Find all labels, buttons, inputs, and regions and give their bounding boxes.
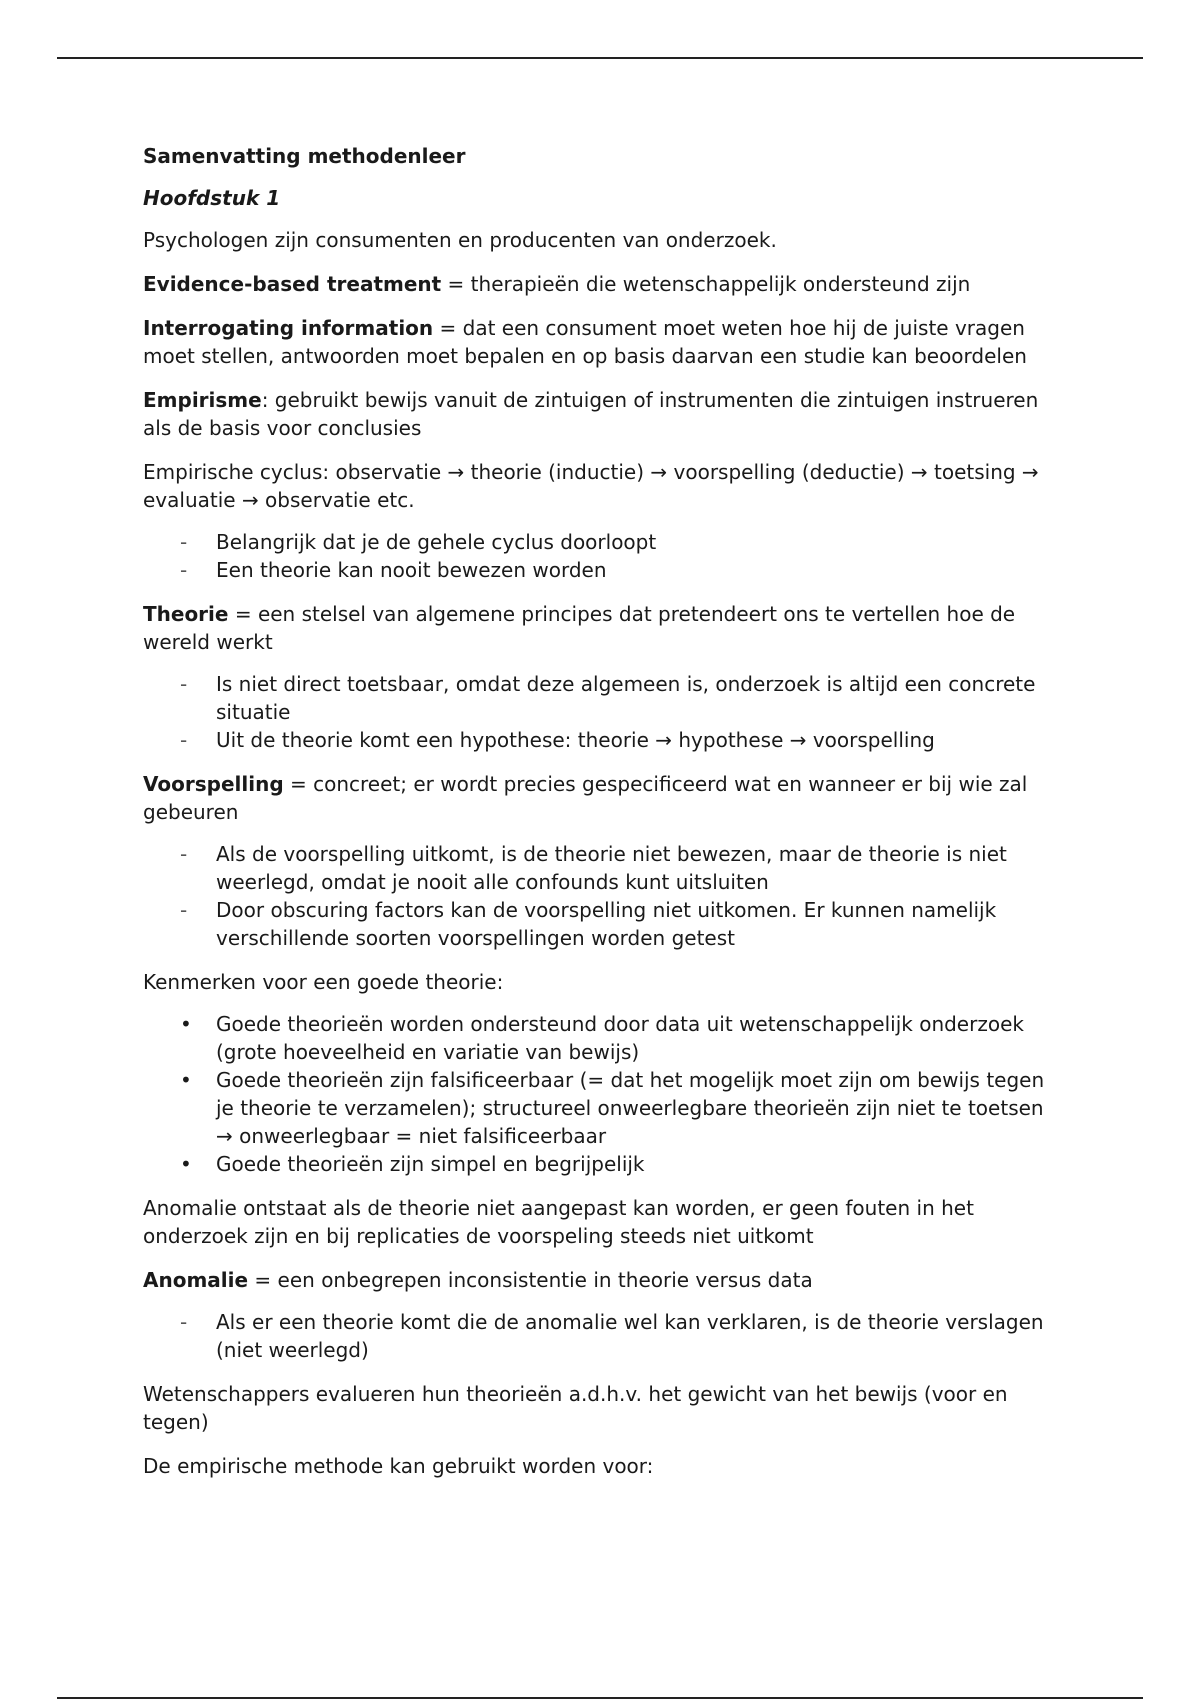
dash-marker: - — [180, 1310, 188, 1334]
paragraph-consumers: Psychologen zijn consumenten en producenten van onderzoek. — [143, 228, 777, 252]
list-item: - Als de voorspelling uitkomt, is de theorie niet bewezen, maar de theorie is niet weerlegd, omdat je nooit alle confounds kunt uitsluiten — [180, 842, 1007, 894]
chapter-heading: Hoofdstuk 1 — [143, 186, 281, 210]
dash-marker: - — [180, 842, 188, 866]
paragraph-empirical-method: De empirische methode kan gebruikt worden voor: — [143, 1454, 654, 1478]
definition-anomalie — [143, 1266, 1048, 1294]
footer-rule — [57, 1697, 1143, 1699]
theory-list — [143, 670, 1048, 754]
header-rule — [57, 57, 1143, 59]
list-item: - Belangrijk dat je de gehele cyclus doorloopt — [180, 530, 657, 554]
good-theory-list — [143, 1010, 1048, 1178]
definition-evidence-based-treatment — [143, 270, 1048, 298]
paragraph-good-theory: Kenmerken voor een goede theorie: — [143, 970, 504, 994]
definition-text: : gebruikt bewijs vanuit de zintuigen of instrumenten die zintuigen instrueren als de basis voor conclusies — [143, 388, 1039, 440]
term: Anomalie — [143, 1268, 249, 1292]
dash-marker: - — [180, 898, 188, 922]
list-item: - Een theorie kan nooit bewezen worden — [180, 558, 607, 582]
list-item: - Uit de theorie komt een hypothese: theorie → hypothese → voorspelling — [180, 728, 935, 752]
list-item: - Is niet direct toetsbaar, omdat deze algemeen is, onderzoek is altijd een concrete situatie — [180, 672, 1036, 724]
definition-empirisme — [143, 386, 1048, 442]
paragraph-anomaly-intro: Anomalie ontstaat als de theorie niet aangepast kan worden, er geen fouten in het onderzoek zijn en bij replicaties de voorspeling steeds niet uitkomt — [143, 1196, 974, 1248]
bullet-marker: • — [180, 1152, 192, 1176]
list-item: - Als er een theorie komt die de anomalie wel kan verklaren, is de theorie verslagen (niet weerlegd) — [180, 1310, 1044, 1362]
anomaly-list — [143, 1308, 1048, 1364]
definition-voorspelling — [143, 770, 1048, 826]
term: Empirisme — [143, 388, 262, 412]
definition-text: = dat een consument moet weten hoe hij de juiste vragen moet stellen, antwoorden moet bepalen en op basis daarvan een studie kan beoordelen — [143, 316, 1027, 368]
document-title: Samenvatting methodenleer — [143, 144, 466, 168]
document-body — [143, 142, 1048, 1496]
definition-interrogating-information — [143, 314, 1048, 370]
term: Interrogating information — [143, 316, 434, 340]
list-item: • Goede theorieën zijn simpel en begrijpelijk — [180, 1152, 645, 1176]
paragraph-empirical-cycle: Empirische cyclus: observatie → theorie (inductie) → voorspelling (deductie) → toetsing → evaluatie → observatie etc. — [143, 460, 1039, 512]
term: Voorspelling — [143, 772, 284, 796]
dash-marker: - — [180, 728, 188, 752]
paragraph-evaluate: Wetenschappers evalueren hun theorieën a.d.h.v. het gewicht van het bewijs (voor en tegen) — [143, 1382, 1008, 1434]
definition-text: = een onbegrepen inconsistentie in theorie versus data — [248, 1268, 813, 1292]
term: Evidence-based treatment — [143, 272, 442, 296]
definition-theorie — [143, 600, 1048, 656]
bullet-marker: • — [180, 1068, 192, 1092]
bullet-marker: • — [180, 1012, 192, 1036]
definition-text: = een stelsel van algemene principes dat pretendeert ons te vertellen hoe de wereld werkt — [143, 602, 1016, 654]
list-item: - Door obscuring factors kan de voorspelling niet uitkomen. Er kunnen namelijk verschillende soorten voorspellingen worden getest — [180, 898, 997, 950]
definition-text: = therapieën die wetenschappelijk ondersteund zijn — [441, 272, 971, 296]
definition-text: = concreet; er wordt precies gespecificeerd wat en wanneer er bij wie zal gebeuren — [143, 772, 1028, 824]
dash-marker: - — [180, 530, 188, 554]
dash-marker: - — [180, 672, 188, 696]
cycle-list — [143, 528, 1048, 584]
dash-marker: - — [180, 558, 188, 582]
prediction-list — [143, 840, 1048, 952]
list-item: • Goede theorieën zijn falsificeerbaar (= dat het mogelijk moet zijn om bewijs tegen je theorie te verzamelen); structureel onweerlegbare theorieën zijn niet te toetsen → onweerlegbaar = niet falsificeerbaar — [180, 1068, 1045, 1148]
list-item: • Goede theorieën worden ondersteund door data uit wetenschappelijk onderzoek (grote hoeveelheid en variatie van bewijs) — [180, 1012, 1024, 1064]
term: Theorie — [143, 602, 229, 626]
